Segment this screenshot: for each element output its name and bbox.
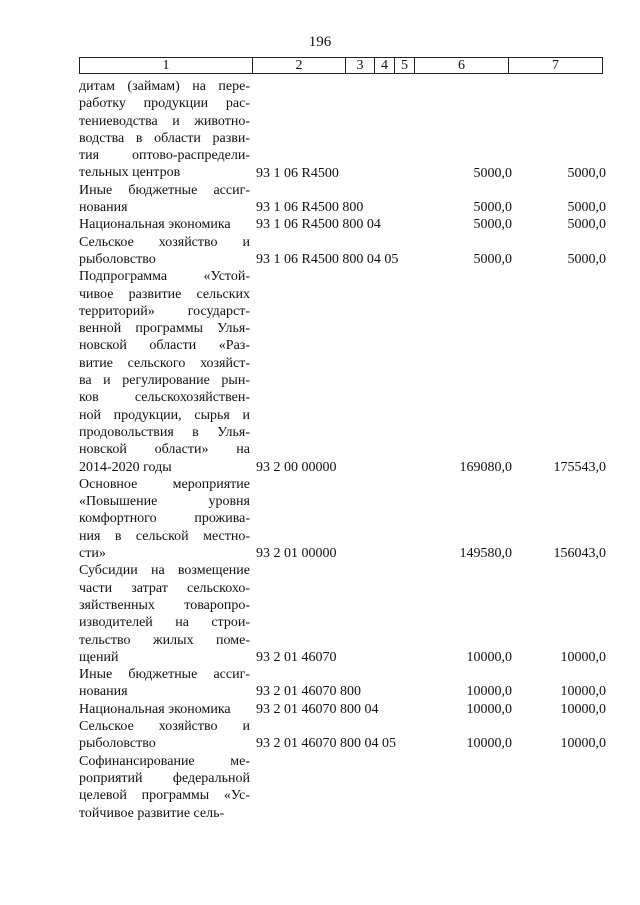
row-name-line: водства в области разви- xyxy=(79,130,250,146)
table-row xyxy=(0,666,640,701)
header-col-5: 5 xyxy=(395,58,415,74)
row-name-line: тельных центров xyxy=(79,165,181,181)
row-value-col6: 5000,0 xyxy=(473,165,512,181)
row-name-line: Иные бюджетные ассиг- xyxy=(79,182,250,198)
table-row xyxy=(0,182,640,217)
row-name-line: 2014-2020 годы xyxy=(79,459,172,475)
row-name-line: Национальная экономика xyxy=(79,701,231,717)
row-name-line: части затрат сельскохо- xyxy=(79,580,250,596)
row-value-col6: 169080,0 xyxy=(459,459,512,475)
row-code: 93 1 06 R4500 800 xyxy=(256,200,364,216)
row-value-col7: 10000,0 xyxy=(560,701,606,717)
row-value-col6: 5000,0 xyxy=(473,251,512,267)
row-name xyxy=(79,216,250,233)
row-value-col6: 5000,0 xyxy=(473,200,512,216)
row-value-col6: 149580,0 xyxy=(459,546,512,562)
row-value-col7: 175543,0 xyxy=(553,459,606,475)
row-name-line: изводителей на строи- xyxy=(79,615,250,631)
row-name xyxy=(79,562,250,666)
row-name-line: «Повышение уровня xyxy=(79,494,250,510)
row-code: 93 2 00 00000 xyxy=(256,459,337,475)
row-name-line: ной продукции, сырья и xyxy=(79,407,250,423)
row-name-line: работку продукции рас- xyxy=(79,96,250,112)
row-name-line: тойчивое развитие сель- xyxy=(79,805,225,821)
row-name xyxy=(79,182,250,217)
row-name-line: тениеводства и животно- xyxy=(79,113,250,129)
row-value-col7: 10000,0 xyxy=(560,684,606,700)
row-name xyxy=(79,753,250,822)
row-name-line: новской области» на xyxy=(79,442,250,458)
row-value-col7: 5000,0 xyxy=(567,251,606,267)
row-code: 93 1 06 R4500 800 04 xyxy=(256,217,381,233)
row-name-line: нования xyxy=(79,200,128,216)
row-name-line: нования xyxy=(79,684,128,700)
row-name-line: Иные бюджетные ассиг- xyxy=(79,667,250,683)
row-name-line: зяйственных товаропро- xyxy=(79,597,250,613)
table-row xyxy=(0,562,640,666)
row-name-line: щений xyxy=(79,649,119,665)
row-name-line: ков сельскохозяйствен- xyxy=(79,390,250,406)
row-name-line: Сельское хозяйство и xyxy=(79,719,250,735)
row-name-line: Сельское хозяйство и xyxy=(79,234,250,250)
table-header xyxy=(79,57,603,74)
row-value-col7: 5000,0 xyxy=(567,200,606,216)
table-row xyxy=(0,234,640,269)
row-name-line: Национальная экономика xyxy=(79,217,231,233)
row-name-line: роприятий федеральной xyxy=(79,770,250,786)
row-name-line: Софинансирование ме- xyxy=(79,753,250,769)
row-name-line: Основное мероприятие xyxy=(79,476,250,492)
row-value-col6: 10000,0 xyxy=(466,736,512,752)
row-name xyxy=(79,234,250,269)
row-name-line: ния в сельской местно- xyxy=(79,528,250,544)
header-col-4: 4 xyxy=(375,58,395,74)
row-name-line: новской области «Раз- xyxy=(79,338,250,354)
row-name-line: тия оптово-распредели- xyxy=(79,148,250,164)
table-row xyxy=(0,268,640,476)
row-name xyxy=(79,718,250,753)
header-col-3: 3 xyxy=(346,58,375,74)
row-code: 93 1 06 R4500 xyxy=(256,165,339,181)
header-col-7: 7 xyxy=(509,58,603,74)
row-value-col6: 10000,0 xyxy=(466,649,512,665)
row-name-line: целевой программы «Ус- xyxy=(79,788,250,804)
row-name-line: продовольствия в Улья- xyxy=(79,424,250,440)
row-name-line: Субсидии на возмещение xyxy=(79,563,250,579)
row-name xyxy=(79,701,250,718)
row-code: 93 2 01 46070 800 04 xyxy=(256,701,379,717)
table-row xyxy=(0,701,640,718)
row-name-line: тельство жилых поме- xyxy=(79,632,250,648)
table-row xyxy=(0,753,640,822)
row-value-col7: 156043,0 xyxy=(553,546,606,562)
row-name-line: Подпрограмма «Устой- xyxy=(79,269,250,285)
table-row xyxy=(0,216,640,233)
page-number: 196 xyxy=(308,34,332,50)
header-col-1: 1 xyxy=(80,58,253,74)
row-name-line: территорий» государст- xyxy=(79,303,250,319)
row-value-col6: 10000,0 xyxy=(466,684,512,700)
header-col-2: 2 xyxy=(253,58,346,74)
row-value-col7: 5000,0 xyxy=(567,165,606,181)
row-name xyxy=(79,666,250,701)
row-code: 93 1 06 R4500 800 04 05 xyxy=(256,251,399,267)
table-row xyxy=(0,78,640,182)
row-name-line: сти» xyxy=(79,546,106,562)
row-value-col7: 10000,0 xyxy=(560,649,606,665)
table-row xyxy=(0,718,640,753)
row-name-line: комфортного прожива- xyxy=(79,511,250,527)
row-code: 93 2 01 46070 800 04 05 xyxy=(256,736,396,752)
header-col-6: 6 xyxy=(415,58,509,74)
row-name-line: рыболовство xyxy=(79,251,156,267)
row-name xyxy=(79,476,250,562)
table-row xyxy=(0,476,640,563)
row-name xyxy=(79,268,250,476)
row-code: 93 2 01 46070 xyxy=(256,649,337,665)
row-value-col7: 10000,0 xyxy=(560,736,606,752)
row-value-col7: 5000,0 xyxy=(567,217,606,233)
row-code: 93 2 01 00000 xyxy=(256,546,337,562)
row-value-col6: 10000,0 xyxy=(466,701,512,717)
row-name-line: рыболовство xyxy=(79,736,156,752)
row-name-line: витие сельского хозяйст- xyxy=(79,355,250,371)
row-value-col6: 5000,0 xyxy=(473,217,512,233)
row-name-line: венной программы Улья- xyxy=(79,321,250,337)
row-code: 93 2 01 46070 800 xyxy=(256,684,361,700)
row-name-line: дитам (займам) на пере- xyxy=(79,79,250,94)
row-name-line: ва и регулирование рын- xyxy=(79,373,250,389)
row-name xyxy=(79,78,250,182)
row-name-line: чивое развитие сельских xyxy=(79,286,250,302)
